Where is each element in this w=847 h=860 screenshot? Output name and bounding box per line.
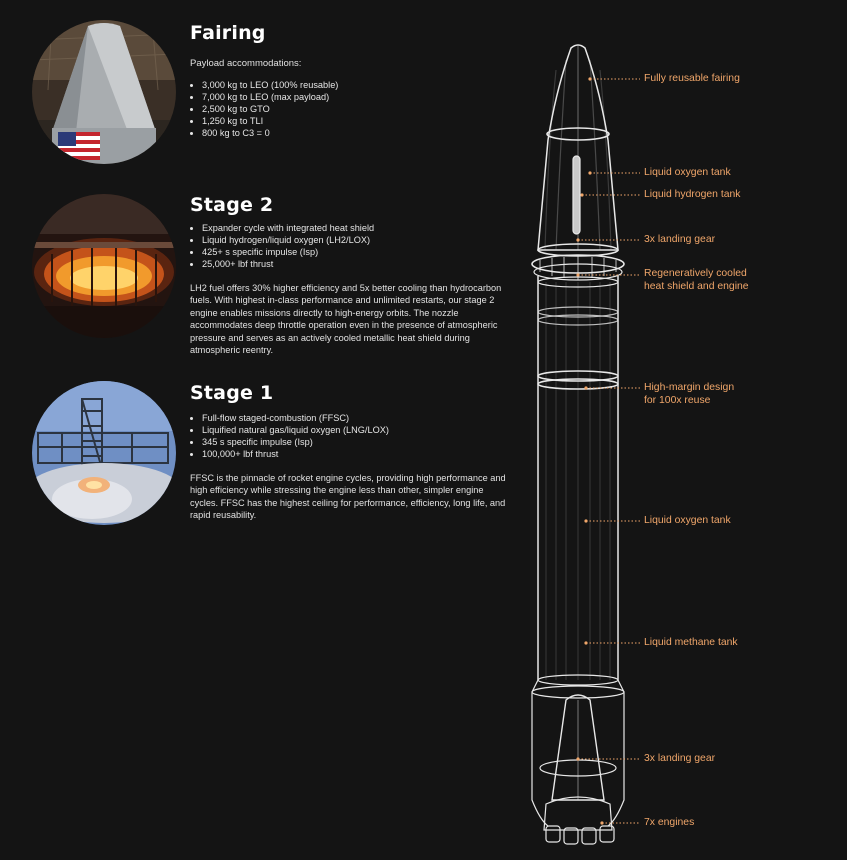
- list-item: • 800 kg to C3 = 0: [202, 127, 520, 139]
- stage2-title: Stage 2: [190, 194, 274, 216]
- callout-heatshield: [644, 268, 749, 293]
- callout-gear-upper: 3x landing gear: [644, 234, 716, 245]
- stage1-title: Stage 1: [190, 382, 274, 404]
- callout-lox-lower: Liquid oxygen tank: [644, 515, 731, 526]
- callout-heatshield-line1: Regeneratively cooled: [644, 268, 747, 279]
- callout-margin-line1: High-margin design: [644, 382, 735, 393]
- list-item: • 425+ s specific impulse (Isp): [202, 246, 520, 258]
- list-item: • 345 s specific impulse (Isp): [202, 436, 520, 448]
- callout-gear-lower: 3x landing gear: [644, 753, 716, 764]
- callout-heatshield-line2: heat shield and engine: [644, 280, 749, 292]
- stage2-description: LH2 fuel offers 30% higher efficiency and 5x better cooling than hydrocarbon fuels. With highest in-class performance and unlimited restarts, our stage 2 engine enables missions directly to high-energy orbits. The nozzle accommodates deep throttle operation even in the presence of atmospheric pressure and serves as an actively cooled metallic heat shield during atmospheric reentry.: [190, 283, 502, 356]
- fairing-intro: Payload accommodations:: [190, 58, 302, 69]
- list-item: • 25,000+ lbf thrust: [202, 258, 520, 270]
- stage1-description: FFSC is the pinnacle of rocket engine cycles, providing high performance and high efficiency while stressing the engine less than other, simpler engine cycles. FFSC has the highest ceiling for performance, efficiency, long life, and rapid reusability.: [190, 473, 506, 521]
- fairing-title: Fairing: [190, 22, 266, 44]
- callout-engines: 7x engines: [644, 817, 695, 828]
- callout-margin-line2: for 100x reuse: [644, 394, 711, 406]
- callout-lox-upper: Liquid oxygen tank: [644, 167, 731, 178]
- list-item: • 1,250 kg to TLI: [202, 115, 520, 127]
- callout-fairing: Fully reusable fairing: [644, 73, 740, 84]
- list-item: • 2,500 kg to GTO: [202, 103, 520, 115]
- list-item: • Liquified natural gas/liquid oxygen (LNG/LOX): [202, 424, 520, 436]
- list-item: • Expander cycle with integrated heat shield: [202, 222, 520, 234]
- list-item: • Liquid hydrogen/liquid oxygen (LH2/LOX): [202, 234, 520, 246]
- list-item: • 100,000+ lbf thrust: [202, 448, 520, 460]
- list-item: • 3,000 kg to LEO (100% reusable): [202, 79, 520, 91]
- list-item: • Full-flow staged-combustion (FFSC): [202, 412, 520, 424]
- list-item: • 7,000 kg to LEO (max payload): [202, 91, 520, 103]
- callout-margin: [644, 382, 734, 407]
- callout-methane: Liquid methane tank: [644, 637, 738, 648]
- callout-lh2: Liquid hydrogen tank: [644, 189, 741, 200]
